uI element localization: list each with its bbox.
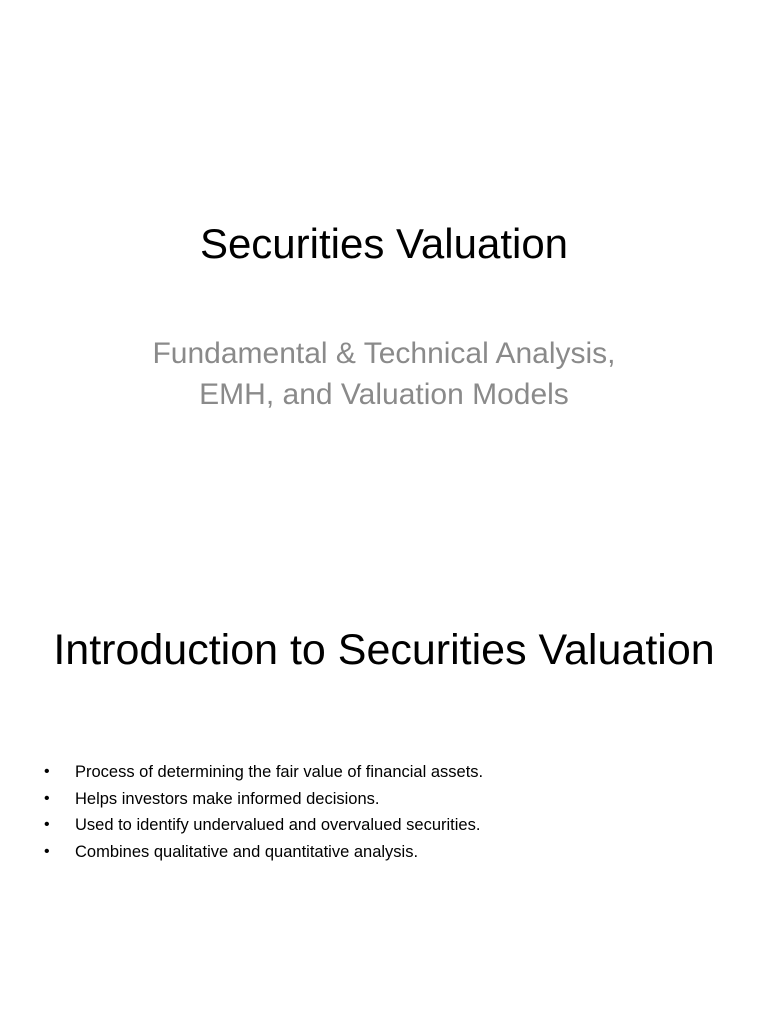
- slide-subtitle: [0, 333, 768, 415]
- bullet-list: [0, 759, 483, 866]
- content-slide: [0, 512, 768, 1024]
- bullet-item: • Combines qualitative and quantitative analysis.: [0, 839, 483, 866]
- subtitle-line: EMH, and Valuation Models: [199, 378, 569, 411]
- bullet-item: • Process of determining the fair value of financial assets.: [0, 759, 483, 786]
- slide-title: Introduction to Securities Valuation: [53, 626, 715, 674]
- subtitle-line: Fundamental & Technical Analysis,: [152, 337, 616, 370]
- bullet-item: • Helps investors make informed decisions.: [0, 786, 483, 813]
- bullet-item: • Used to identify undervalued and overvalued securities.: [0, 812, 483, 839]
- slide-title: Securities Valuation: [199, 220, 569, 267]
